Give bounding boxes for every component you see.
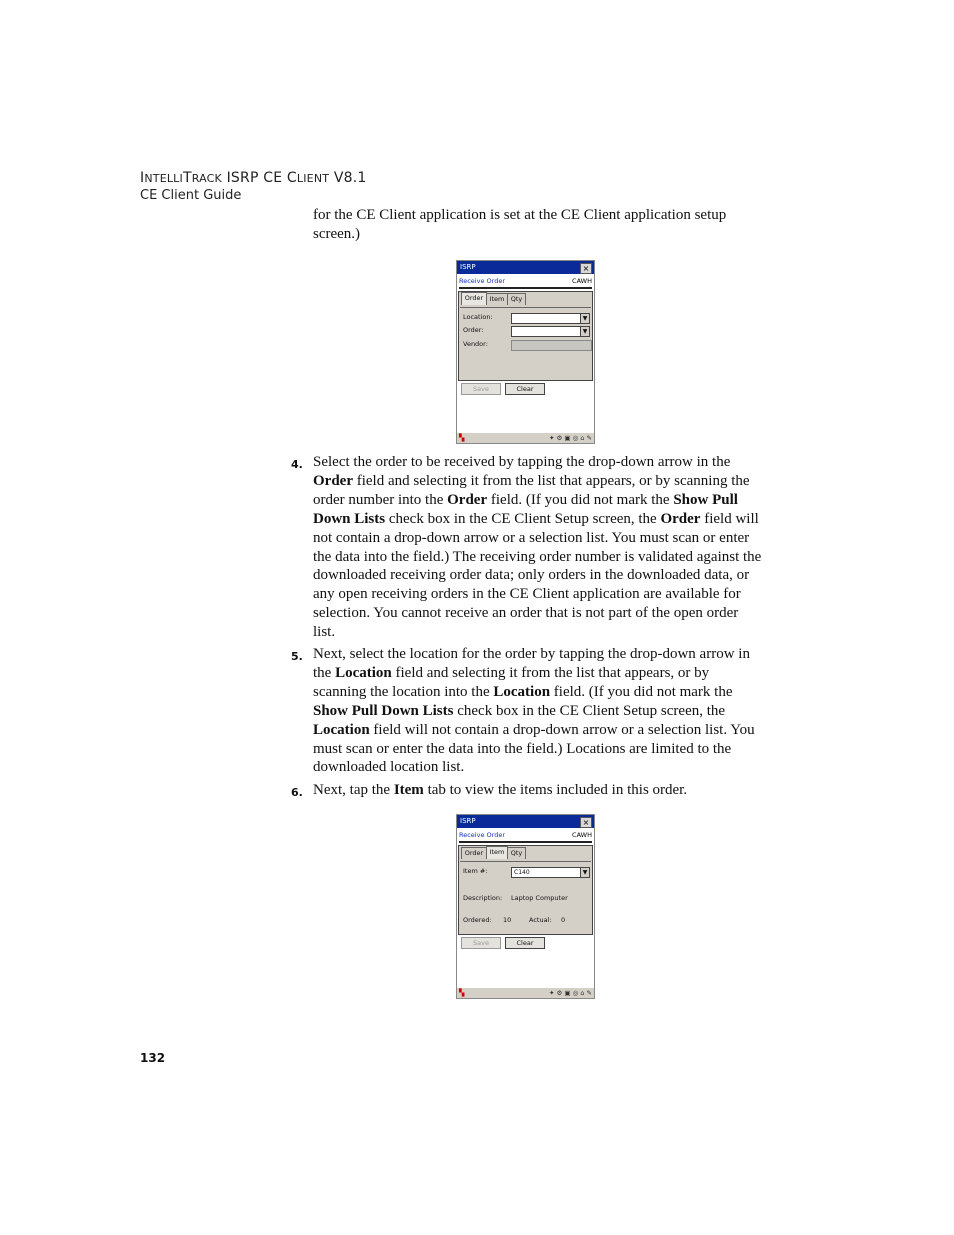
bold-term: Show Pull Down Lists — [313, 702, 454, 719]
form-header — [459, 276, 592, 286]
intro-paragraph: for the CE Client application is set at the CE Client application setup screen.) — [313, 207, 727, 242]
actual-label: Actual: — [529, 916, 552, 924]
tab-divider — [460, 307, 591, 308]
clear-button[interactable]: Clear — [505, 383, 545, 395]
windows-start-icon[interactable]: ▚ — [459, 434, 465, 442]
location-dropdown[interactable] — [511, 313, 590, 324]
text-run: field will not contain a drop-down arrow or a selection list. You must scan or enter the data into the field.) Locations are limited to the downloaded location list. — [313, 721, 755, 776]
order-dropdown[interactable] — [511, 326, 590, 337]
text-run: field. (If you did not mark the — [550, 683, 733, 700]
vendor-label: Vendor: — [463, 340, 488, 348]
text-run: Next, select the location for the order by tapping the drop-down arrow in the — [313, 646, 750, 681]
item-number-label: Item #: — [463, 867, 488, 875]
warehouse-code: CAWH — [572, 831, 592, 839]
tab-panel — [458, 845, 593, 935]
system-tray-icons[interactable]: ✦ ⚙ ▣ ◎ ⌂ ✎ — [549, 989, 592, 997]
title-bar — [457, 261, 594, 274]
vendor-field — [511, 340, 592, 351]
ordered-label: Ordered: — [463, 916, 492, 924]
save-button[interactable]: Save — [461, 383, 501, 395]
bold-term: Order — [313, 472, 353, 489]
step-number: 6. — [291, 786, 303, 799]
step-number: 5. — [291, 650, 303, 663]
bold-term: Location — [313, 721, 370, 738]
system-tray-icons[interactable]: ✦ ⚙ ▣ ◎ ⌂ ✎ — [549, 434, 592, 442]
warehouse-code: CAWH — [572, 277, 592, 285]
divider — [459, 841, 592, 843]
title-bar — [457, 815, 594, 828]
tab-qty[interactable]: Qty — [507, 847, 526, 859]
location-label: Location: — [463, 313, 493, 321]
description-value: Laptop Computer — [511, 894, 568, 902]
bold-term: Location — [493, 683, 551, 700]
form-name: Receive Order — [459, 831, 505, 839]
text-run: tab to view the items included in this order. — [423, 782, 688, 798]
tab-divider — [460, 861, 591, 862]
chevron-down-icon[interactable]: ▼ — [580, 314, 589, 323]
text-run: field and selecting it from the list that appears, or by scanning the location into the — [313, 664, 710, 700]
windows-start-icon[interactable]: ▚ — [459, 989, 465, 997]
save-button[interactable]: Save — [461, 937, 501, 949]
step-5-text — [313, 645, 763, 777]
actual-value: 0 — [561, 916, 566, 924]
form-name: Receive Order — [459, 277, 505, 285]
step-number: 4. — [291, 458, 303, 471]
item-number-dropdown[interactable]: C140 ▼ — [511, 867, 590, 878]
step-4-text — [313, 453, 763, 642]
divider — [459, 287, 592, 289]
close-icon[interactable]: × — [580, 817, 592, 828]
text-run: check box in the CE Client Setup screen, the — [385, 510, 661, 527]
bold-term: Item — [393, 782, 424, 798]
order-label: Order: — [463, 326, 484, 334]
bold-term: Show Pull Down Lists — [313, 491, 738, 527]
bold-term: Location — [335, 664, 392, 681]
tab-order[interactable]: Order — [461, 847, 487, 859]
step-6-text — [313, 781, 763, 800]
description-label: Description: — [463, 894, 503, 902]
chevron-down-icon[interactable]: ▼ — [580, 868, 589, 877]
form-header — [459, 830, 592, 840]
text-run: check box in the CE Client Setup screen, the — [453, 702, 726, 719]
taskbar — [457, 432, 594, 443]
text-run: Select the order to be received by tapping the drop-down arrow in the — [313, 454, 731, 470]
text-run: field. (If you did not mark the — [487, 491, 674, 508]
app-title: ISRP — [460, 263, 476, 271]
running-header-title: INTELLITRACK ISRP CE CLIENT V8.1 — [140, 170, 367, 186]
tab-panel — [458, 291, 593, 381]
tab-item[interactable]: Item — [486, 293, 508, 305]
bold-term: Order — [660, 510, 701, 527]
device-screenshot-order-tab — [456, 260, 595, 444]
text-run: field will not contain a drop-down arrow or a selection list. You must scan or enter the data into the field.) The receiving order number is validated against the downloaded receiving order data; only orders in the downloaded data, or any open receiving orders in the CE Client application are available for selection. You cannot receive an order that is not part of the open order list. — [313, 510, 762, 641]
tab-order[interactable]: Order — [461, 292, 487, 305]
clear-button[interactable]: Clear — [505, 937, 545, 949]
bold-term: Order — [447, 491, 488, 508]
text-run: field and selecting it from the list that appears, or by scanning the order number into the — [313, 472, 750, 508]
taskbar — [457, 987, 594, 998]
page-number: 132 — [140, 1051, 166, 1065]
close-icon[interactable]: × — [580, 263, 592, 274]
device-screenshot-item-tab — [456, 814, 595, 999]
ordered-value: 10 — [503, 916, 512, 924]
tab-qty[interactable]: Qty — [507, 293, 526, 305]
app-title: ISRP — [460, 817, 476, 825]
text-run: Next, tap the — [313, 782, 394, 798]
running-header-subtitle: CE Client Guide — [140, 188, 242, 203]
tab-item[interactable]: Item — [486, 846, 508, 859]
chevron-down-icon[interactable]: ▼ — [580, 327, 589, 336]
